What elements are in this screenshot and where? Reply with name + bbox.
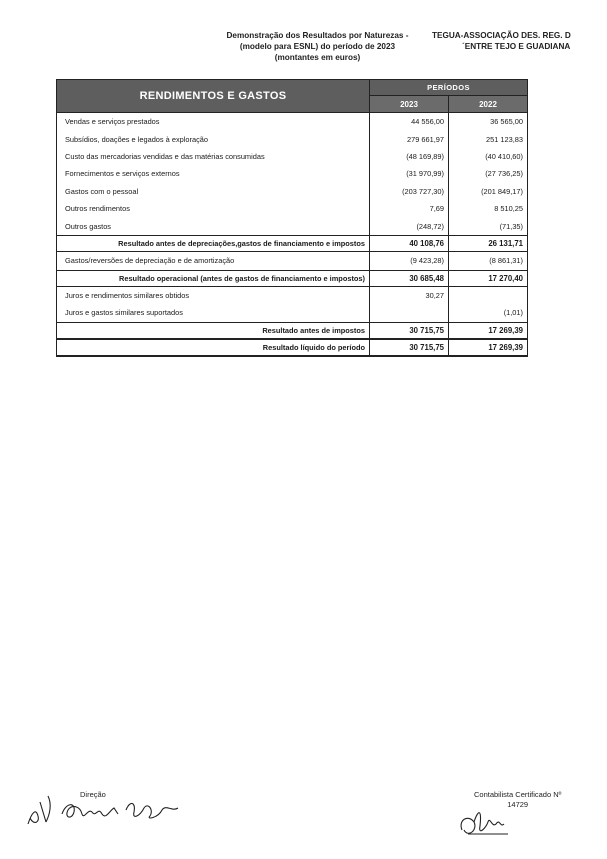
table-row [57,217,527,234]
table-row [57,200,527,217]
value-2023: (48 169,89) [406,151,444,161]
value-2022: 26 131,71 [448,236,527,251]
value-2022: (40 410,60) [448,148,527,165]
row-label: Juros e gastos similares suportados [57,304,370,321]
value-2022 [448,287,527,304]
value-2023: 7,69 [429,204,444,214]
table-row [57,322,527,339]
table-row [57,304,527,321]
table-body [57,113,527,356]
table-row [57,252,527,269]
statement-title [205,30,430,63]
accountant-title: Contabilista Certificado Nº [474,790,562,799]
row-label: Custo das mercadorias vendidas e das matérias consumidas [57,148,370,165]
value-2023: 40 108,76 [409,238,444,248]
row-label: Vendas e serviços prestados [57,113,370,130]
title-line-2: (modelo para ESNL) do período de 2023 [239,42,396,51]
entity-name [432,30,592,52]
table-row [57,287,527,304]
value-2023: 279 661,97 [407,134,444,144]
value-2023: (31 970,99) [406,169,444,179]
row-label: Subsídios, doações e legados à exploração [57,130,370,147]
value-2023 [370,304,448,321]
value-2022: (201 849,17) [448,183,527,200]
year-header-2023: 2023 [400,99,418,109]
value-2023: 30 685,48 [409,273,444,283]
title-line-3: (montantes em euros) [274,53,361,62]
table-row [57,183,527,200]
periods-header: PERÍODOS [370,80,527,96]
table-row [57,113,527,130]
row-label: Juros e rendimentos similares obtidos [57,287,370,304]
value-2023: (248,72) [416,221,444,231]
table-row [57,235,527,252]
accountant-number: 14729 [507,800,529,809]
accountant-signature [448,800,528,840]
value-2022: 17 269,39 [448,340,527,355]
row-label: Fornecimentos e serviços externos [57,165,370,182]
value-2022: 17 269,39 [448,323,527,338]
value-2022: 36 565,00 [448,113,527,130]
direction-signature [22,788,192,828]
value-2022: (1,01) [448,304,527,321]
row-label: Outros rendimentos [57,200,370,217]
row-label: Outros gastos [57,217,370,234]
income-statement-table [56,79,528,357]
title-line-1: Demonstração dos Resultados por Naturezas - [226,31,409,40]
value-2022: 17 270,40 [448,271,527,286]
row-label: Resultado antes de impostos [57,323,370,338]
table-row [57,130,527,147]
table-row [57,165,527,182]
table-header [57,80,527,113]
periods-header-group [370,80,527,112]
table-row [57,339,527,356]
row-label: Gastos com o pessoal [57,183,370,200]
value-2022: (71,35) [448,217,527,234]
table-row [57,270,527,287]
value-2022: 251 123,83 [448,130,527,147]
value-2022: 8 510,25 [448,200,527,217]
entity-line-1: TEGUA-ASSOCIAÇÃO DES. REG. D [432,31,571,40]
row-label: Resultado antes de depreciações,gastos de financiamento e impostos [57,236,370,251]
value-2023: 44 556,00 [411,117,444,127]
value-2022: (27 736,25) [448,165,527,182]
years-header [370,96,527,112]
value-2023: (9 423,28) [410,256,444,266]
value-2023: 30,27 [425,291,444,301]
value-2023: 30 715,75 [409,343,444,353]
direction-label: Direção [80,790,106,799]
row-label: Resultado líquido do período [57,340,370,355]
row-label: Gastos/reversões de depreciação e de amortização [57,252,370,269]
value-2022: (8 861,31) [448,252,527,269]
value-2023: 30 715,75 [409,325,444,335]
value-2023: (203 727,30) [402,186,444,196]
table-row [57,148,527,165]
entity-line-2: ´ENTRE TEJO E GUADIANA [462,42,571,51]
main-column-header: RENDIMENTOS E GASTOS [57,80,370,112]
year-header-2022: 2022 [448,96,527,112]
row-label: Resultado operacional (antes de gastos de financiamento e impostos) [57,271,370,286]
